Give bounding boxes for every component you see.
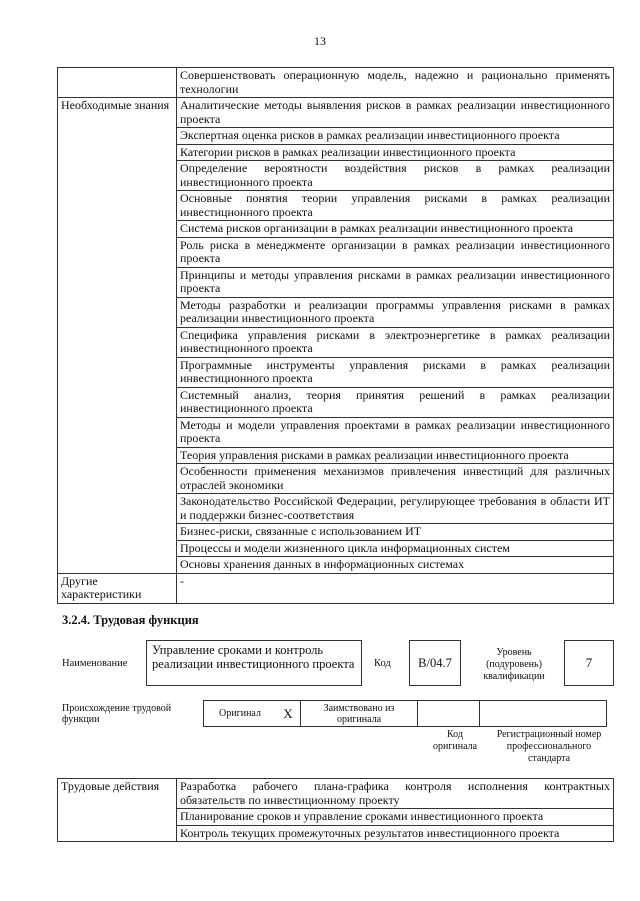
original-mark: X: [276, 701, 301, 727]
table-row: [58, 68, 614, 98]
knowledge-table: [57, 67, 614, 604]
origin-label: Происхождение трудовой функции: [62, 703, 172, 725]
action-item: Планирование сроков и управление сроками инвестиционного проекта: [177, 809, 614, 826]
skill-cell: Совершенствовать операционную модель, надежно и рационально применять технологии: [177, 68, 614, 98]
action-item: Контроль текущих промежуточных результатов инвестиционного проекта: [177, 825, 614, 842]
reg-number-label: Регистрационный номер профессионального стандарта: [496, 729, 602, 764]
knowledge-item: Методы разработки и реализации программы управления рисками в рамках реализации инвестиционного проекта: [177, 297, 614, 327]
code-value: B/04.7: [418, 655, 452, 670]
level-box: [564, 640, 614, 686]
other-value: -: [177, 573, 614, 603]
knowledge-item: Законодательство Российской Федерации, регулирующее требования в области ИТ и поддержки бизнес-соответствия: [177, 494, 614, 524]
actions-label: Трудовые действия: [58, 779, 177, 842]
function-name: Управление сроками и контроль реализации инвестиционного проекта: [152, 643, 355, 671]
name-label: Наименование: [62, 658, 128, 669]
code-label: Код: [374, 658, 391, 669]
origin-code-label: Код оригинала: [432, 729, 478, 752]
knowledge-item: Категории рисков в рамках реализации инвестиционного проекта: [177, 144, 614, 161]
knowledge-item: Система рисков организации в рамках реализации инвестиционного проекта: [177, 221, 614, 238]
section-title: 3.2.4. Трудовая функция: [62, 613, 199, 627]
knowledge-item: Специфика управления рисками в электроэнергетике в рамках реализации инвестиционного проекта: [177, 327, 614, 357]
knowledge-item: Бизнес-риски, связанные с использованием ИТ: [177, 524, 614, 541]
level-value: 7: [585, 655, 593, 670]
knowledge-item: Методы и модели управления проектами в рамках реализации инвестиционного проекта: [177, 417, 614, 447]
other-label: Другие характеристики: [58, 573, 177, 603]
knowledge-item: Системный анализ, теория принятия решений в рамках реализации инвестиционного проекта: [177, 387, 614, 417]
code-box: [409, 640, 461, 686]
table-row: [58, 779, 614, 809]
origin-table: [203, 700, 607, 727]
knowledge-item: Основные понятия теории управления рисками в рамках реализации инвестиционного проекта: [177, 191, 614, 221]
function-name-box: [146, 640, 362, 686]
reg-number-cell: [480, 701, 607, 727]
level-label: Уровень (подуровень) квалификации: [483, 647, 545, 682]
knowledge-item: Аналитические методы выявления рисков в рамках реализации инвестиционного проекта: [177, 98, 614, 128]
table-row: [58, 573, 614, 603]
origin-code-cell: [418, 701, 480, 727]
knowledge-item: Процессы и модели жизненного цикла информационных систем: [177, 540, 614, 557]
original-label: Оригинал: [204, 701, 277, 727]
knowledge-item: Теория управления рисками в рамках реализации инвестиционного проекта: [177, 447, 614, 464]
knowledge-item: Принципы и методы управления рисками в рамках реализации инвестиционного проекта: [177, 267, 614, 297]
knowledge-label: Необходимые знания: [58, 98, 177, 574]
table-row: [58, 98, 614, 128]
action-item: Разработка рабочего плана-графика контроля исполнения контрактных обязательств по инвестиционному проекту: [177, 779, 614, 809]
knowledge-item: Программные инструменты управления рисками в рамках реализации инвестиционного проекта: [177, 357, 614, 387]
knowledge-item: Экспертная оценка рисков в рамках реализации инвестиционного проекта: [177, 128, 614, 145]
actions-table: [57, 778, 614, 842]
borrowed-label: Заимствовано из оригинала: [301, 701, 418, 727]
knowledge-item: Особенности применения механизмов привлечения инвестиций для различных отраслей экономики: [177, 464, 614, 494]
page-number: 13: [314, 34, 326, 48]
knowledge-item: Роль риска в менеджменте организации в рамках реализации инвестиционного проекта: [177, 237, 614, 267]
empty-cell: [58, 68, 177, 98]
knowledge-item: Основы хранения данных в информационных системах: [177, 557, 614, 574]
knowledge-item: Определение вероятности воздействия рисков в рамках реализации инвестиционного проекта: [177, 161, 614, 191]
